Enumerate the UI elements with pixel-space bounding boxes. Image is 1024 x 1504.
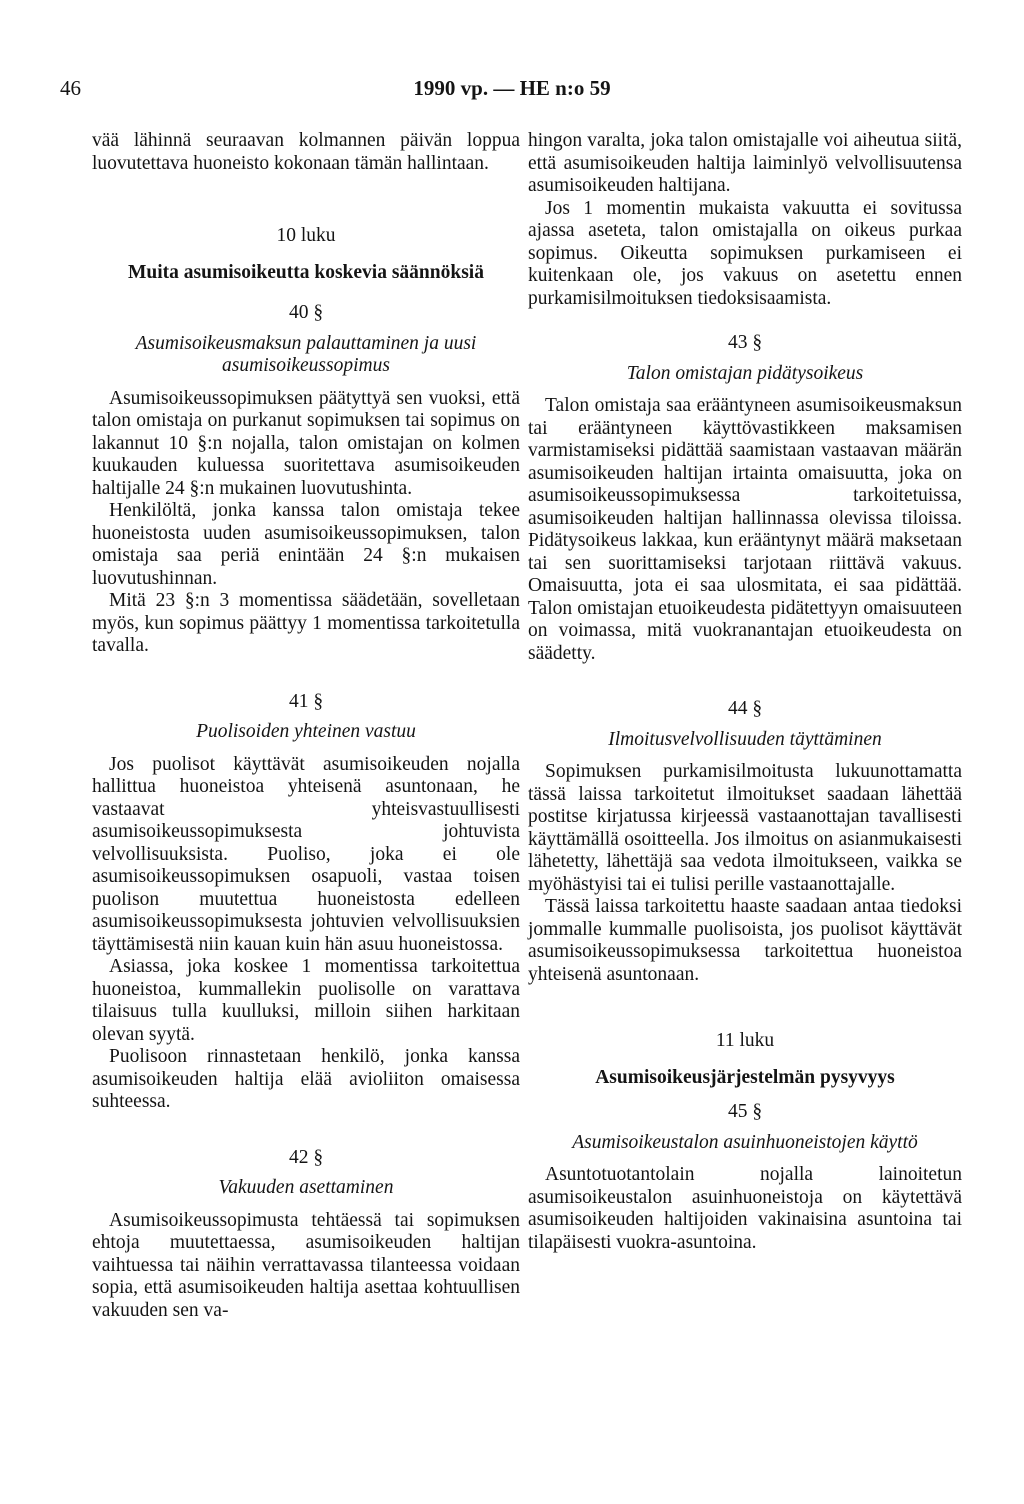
paragraph: Sopimuksen purkamisilmoitusta lukuunottamatta tässä laissa tarkoitetut ilmoitukset saadaan lähettää postitse kirjatussa kirjeessä vastaanottajan tavallisesti käyttämällä osoitteella. Jos ilmoitus on asianmukaisesti lähetetty, lähettäjä saa vedota ilmoitukseen, vaikka se myöhästyisi tai ei tulisi perille vastaanottajalle. xyxy=(528,761,962,895)
continued-paragraph: hingon varalta, joka talon omistajalle voi aiheutua siitä, että asumisoikeuden haltija laiminlyö velvollisuutensa asumisoikeuden haltijana. xyxy=(528,130,962,196)
paragraph: Puolisoon rinnastetaan henkilö, jonka kanssa asumisoikeuden haltija elää avioliiton omaisessa suhteessa. xyxy=(92,1046,520,1112)
section-title-45: Asumisoikeustalon asuinhuoneistojen käyttö xyxy=(572,1131,918,1153)
paragraph: Asuntotuotantolain nojalla lainoitetun asumisoikeustalon asuinhuoneistoja on käytettävä asumisoikeuden haltijoiden vakinaisina asuntoina tai tilapäisesti vuokra-asuntoina. xyxy=(528,1164,962,1253)
section-heading-44: 44 § xyxy=(727,698,763,719)
section-heading-43: 43 § xyxy=(727,332,763,353)
section-title-42: Vakuuden asettaminen xyxy=(218,1177,394,1198)
continued-paragraph: vää lähinnä seuraavan kolmannen päivän loppua luovutettava huoneisto kokonaan tämän hallintaan. xyxy=(92,130,520,174)
right-column xyxy=(528,130,962,1254)
section-heading-41: 41 § xyxy=(288,690,324,712)
paragraph: Asiassa, joka koskee 1 momentissa tarkoitettua huoneistoa, kummallekin puolisolle on varattava tilaisuus tulla kuulluksi, milloin siihen harkitaan olevan syytä. xyxy=(92,956,520,1045)
paragraph: Henkilöltä, jonka kanssa talon omistaja tekee huoneistosta uuden asumisoikeussopimuksen, talon omistaja saa periä enintään 24 §:n mukaisen luovutushinnan. xyxy=(92,500,520,589)
chapter-number: 11 luku xyxy=(715,1030,775,1051)
chapter-number: 10 luku xyxy=(276,225,336,246)
section-title-43: Talon omistajan pidätysoikeus xyxy=(626,362,864,384)
chapter-title: Muita asumisoikeutta koskevia säännöksiä xyxy=(128,261,484,283)
section-title-44: Ilmoitusvelvollisuuden täyttäminen xyxy=(608,728,882,750)
paragraph: Mitä 23 §:n 3 momentissa säädetään, sovelletaan myös, kun sopimus päättyy 1 momentissa tarkoitetulla tavalla. xyxy=(92,590,520,656)
paragraph: Asumisoikeussopimusta tehtäessä tai sopimuksen ehtoja muutettaessa, asumisoikeuden haltijan vaihtuessa tai näihin verrattavassa tilanteessa voidaan sopia, että asumisoikeuden haltija asettaa kohtuullisen vakuuden sen va- xyxy=(92,1209,520,1321)
page-header xyxy=(0,76,1024,106)
section-heading-45: 45 § xyxy=(727,1101,763,1122)
paragraph: Jos 1 momentin mukaista vakuutta ei sovitussa ajassa aseteta, talon omistajalla on oikeus purkaa sopimus. Oikeutta sopimuksen purkamiseen ei kuitenkaan ole, jos vakuus on asetettu ennen purkamisilmoituksen tiedoksisaamista. xyxy=(528,197,962,309)
section-heading-42: 42 § xyxy=(288,1146,324,1168)
page-number: 46 xyxy=(60,76,81,100)
paragraph: Tässä laissa tarkoitettu haaste saadaan antaa tiedoksi jommalle kummalle puolisoista, jos puolisot käyttävät asumisoikeussopimuksessa tarkoitettua huoneistoa yhteisenä asuntonaan. xyxy=(528,896,962,985)
left-column xyxy=(92,130,520,1322)
chapter-title: Asumisoikeusjärjestelmän pysyvyys xyxy=(595,1066,895,1088)
paragraph: Jos puolisot käyttävät asumisoikeuden nojalla hallittua huoneistoa yhteisenä asuntonaan, he vastaavat yhteisvastuullisesti asumisoikeussopimuksesta johtuvista velvollisuuksista. Puoliso, joka ei ole asumisoikeussopimuksen osapuoli, vastaa toisen puolison muutettua huoneistosta edelleen asumisoikeussopimuksesta johtuvien velvollisuuksien täyttämisestä niin kauan kuin hän asuu huoneistossa. xyxy=(92,753,520,955)
section-heading-40: 40 § xyxy=(288,302,324,323)
section-title-41: Puolisoiden yhteinen vastuu xyxy=(196,721,416,742)
paragraph: Talon omistaja saa erääntyneen asumisoikeusmaksun tai erääntyneen käyttövastikkeen maksamisen varmistamiseksi pidättää saamistaan vastaavan määrän asumisoikeuden haltijan irtainta omaisuutta, joka on asumisoikeussopimuksessa tarkoitetuissa, asumisoikeuden haltijan hallinnassa olevissa tiloissa. Pidätysoikeus lakkaa, kun erääntynyt määrä maksetaan tai sen suorittamiseksi tarjotaan riittävä vakuus. Omaisuutta, jota ei saa ulosmitata, ei saa pidättää. Talon omistajan etuoikeudesta pidätettyyn omaisuuteen on voimassa, mitä vuokranantajan etuoikeudesta on säädetty. xyxy=(528,395,962,664)
paragraph: Asumisoikeussopimuksen päätyttyä sen vuoksi, että talon omistaja on purkanut sopimuksen tai sopimus on lakannut 10 §:n nojalla, talon omistajan on kolmen kuukauden kuluessa suoritettava asumisoikeuden haltijalle 24 §:n mukainen luovutushinta. xyxy=(92,387,520,499)
section-title-40: Asumisoikeusmaksun palauttaminen ja uusi asumisoikeussopimus xyxy=(135,332,477,376)
running-head: 1990 vp. — HE n:o 59 xyxy=(413,76,611,100)
